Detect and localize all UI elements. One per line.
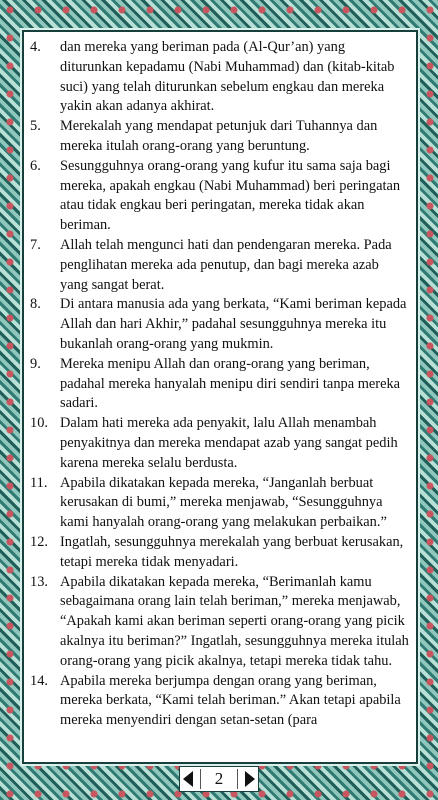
verse-item <box>30 157 410 236</box>
verse-item <box>30 474 410 533</box>
verse-list[interactable] <box>30 38 410 758</box>
verse-number: 7. <box>30 236 41 253</box>
triangle-right-icon[interactable] <box>245 771 255 787</box>
verse-item <box>30 414 410 473</box>
verse-text: dan mereka yang beriman pada (Al-Qur’an) yang diturunkan kepadamu (Nabi Muhammad) dan (kitab-kitab suci) yang telah diturunkan sebelum engkau dan mereka yakin akan adanya akhirat. <box>60 39 395 115</box>
page-navigator <box>179 766 259 792</box>
verse-item <box>30 672 410 731</box>
verse-text: Mereka menipu Allah dan orang-orang yang beriman, padahal mereka hanyalah menipu diri sendiri tanpa mereka sadari. <box>60 355 401 412</box>
verse-number: 11. <box>30 474 48 491</box>
verse-text: Apabila mereka berjumpa dengan orang yang beriman, mereka berkata, “Kami telah beriman.” Akan tetapi apabila mereka menyendiri dengan setan-setan (para <box>60 672 401 729</box>
verse-item <box>30 355 410 414</box>
verse-number: 6. <box>30 157 41 174</box>
verse-item <box>30 573 410 672</box>
verse-number: 4. <box>30 39 41 55</box>
verse-text: Di antara manusia ada yang berkata, “Kami beriman kepada Allah dan hari Akhir,” padahal sesungguhnya mereka itu bukanlah orang-orang yang mukmin. <box>60 296 407 352</box>
triangle-left-icon[interactable] <box>183 771 193 787</box>
verse-text: Dalam hati mereka ada penyakit, lalu Allah menambah penyakitnya dan mereka mendapat azab yang sangat pedih karena mereka selalu berdusta. <box>60 415 398 471</box>
verse-text: Allah telah mengunci hati dan pendengaran mereka. Pada penglihatan mereka ada penutup, dan bagi mereka azab yang sangat berat. <box>60 236 392 293</box>
verse-item <box>30 236 410 295</box>
verse-number: 5. <box>30 118 41 135</box>
verse-number: 9. <box>30 355 41 372</box>
verse-number: 8. <box>30 296 41 313</box>
verse-item <box>30 117 410 157</box>
page-panel <box>22 30 418 764</box>
verse-text: Apabila dikatakan kepada mereka, “Berimanlah kamu sebagaimana orang lain telah beriman,” mereka menjawab, “Apakah kami akan beriman seperti orang-orang yang picik akalnya itu beriman?” Ingatlah, sesungguhnya mereka itulah orang-orang yang picik akalnya, tetapi mereka tidak tahu. <box>60 573 409 669</box>
verse-item <box>30 295 410 354</box>
verse-text: Sesungguhnya orang-orang yang kufur itu sama saja bagi mereka, apakah engkau (Nabi Muhammad) beri peringatan atau tidak engkau beri peringatan, mereka tidak akan beriman. <box>60 157 401 234</box>
verse-number: 10. <box>30 415 48 432</box>
verse-item <box>30 38 410 117</box>
verse-text: Apabila dikatakan kepada mereka, “Janganlah berbuat kerusakan di bumi,” mereka menjawab, “Sesungguhnya kami hanyalah orang-orang yang melakukan perbaikan.” <box>60 474 387 531</box>
verse-item <box>30 533 410 573</box>
verse-number: 12. <box>30 533 48 550</box>
page-number: 2 <box>200 769 239 789</box>
verse-number: 13. <box>30 573 48 590</box>
verse-number: 14. <box>30 672 48 689</box>
verse-text: Merekalah yang mendapat petunjuk dari Tuhannya dan mereka itulah orang-orang yang beruntung. <box>60 118 378 154</box>
verse-text: Ingatlah, sesungguhnya merekalah yang berbuat kerusakan, tetapi mereka tidak menyadari. <box>60 533 404 570</box>
